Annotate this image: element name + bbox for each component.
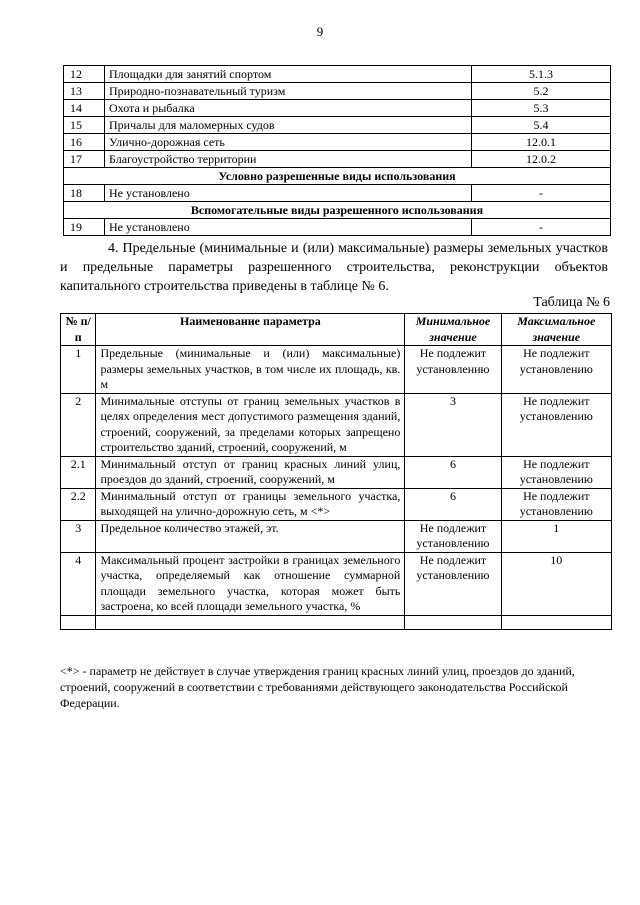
use-type: Улично-дорожная сеть xyxy=(105,134,472,151)
row-number: 16 xyxy=(64,134,105,151)
param-name: Предельное количество этажей, эт. xyxy=(96,520,405,552)
use-code: - xyxy=(472,185,611,202)
param-num: 1 xyxy=(61,346,96,394)
param-min xyxy=(405,615,501,629)
use-type: Охота и рыбалка xyxy=(105,100,472,117)
param-min: 6 xyxy=(405,488,501,520)
paragraph-text: 4. Предельные (минимальные и (или) максимальные) размеры земельных участков и предельные параметры разрешенного строительства, реконструкции объектов капитального строительства приведены в таблице № 6. xyxy=(60,241,608,294)
table-row xyxy=(64,117,611,134)
use-code: 5.3 xyxy=(472,100,611,117)
use-type: Причалы для маломерных судов xyxy=(105,117,472,134)
param-name: Предельные (минимальные и (или) максимальные) размеры земельных участков, в том числе их площадь, кв. м xyxy=(96,346,405,394)
param-num: 2 xyxy=(61,393,96,456)
param-num: 2.2 xyxy=(61,488,96,520)
row-number: 15 xyxy=(64,117,105,134)
param-max xyxy=(501,615,611,629)
use-type: Площадки для занятий спортом xyxy=(105,66,472,83)
row-number: 17 xyxy=(64,151,105,168)
use-code: - xyxy=(472,219,611,236)
use-code: 5.1.3 xyxy=(472,66,611,83)
section-header-row xyxy=(64,202,611,219)
use-code: 5.2 xyxy=(472,83,611,100)
page-number: 9 xyxy=(316,24,324,39)
param-num: 3 xyxy=(61,520,96,552)
param-max: Не подлежит установлению xyxy=(501,393,611,456)
param-min: 3 xyxy=(405,393,501,456)
param-name: Максимальный процент застройки в границах земельного участка, определяемый как отношение суммарной площади земельного участка, которая может быть застроена, ко всей площади земельного участка, % xyxy=(96,552,405,615)
footnote: <*> - параметр не действует в случае утверждения границ красных линий улиц, проездов до зданий, строений, сооружений в соответствии с требованиями действующего законодательства Российской Федерации. xyxy=(60,664,575,710)
row-number: 13 xyxy=(64,83,105,100)
header-max: Максимальное значение xyxy=(501,314,611,346)
row-number: 14 xyxy=(64,100,105,117)
use-type: Не установлено xyxy=(105,219,472,236)
table-row xyxy=(64,66,611,83)
table-row xyxy=(61,346,612,394)
row-number: 19 xyxy=(64,219,105,236)
table-row xyxy=(61,520,612,552)
use-code: 12.0.1 xyxy=(472,134,611,151)
use-type: Благоустройство территории xyxy=(105,151,472,168)
header-num: № п/п xyxy=(61,314,96,346)
conditional-uses-header: Условно разрешенные виды использования xyxy=(64,168,611,185)
table-row xyxy=(61,552,612,615)
param-min: Не подлежит установлению xyxy=(405,346,501,394)
table-row xyxy=(61,615,612,629)
land-use-table xyxy=(63,65,611,236)
table-header-row xyxy=(61,314,612,346)
table-row xyxy=(64,185,611,202)
header-name: Наименование параметра xyxy=(96,314,405,346)
table-row xyxy=(61,456,612,488)
param-num: 2.1 xyxy=(61,456,96,488)
row-number: 18 xyxy=(64,185,105,202)
body-paragraph xyxy=(60,239,608,296)
use-code: 12.0.2 xyxy=(472,151,611,168)
param-name: Минимальные отступы от границ земельных участков в целях определения мест допустимого размещения зданий, строений, сооружений, за пределами которых запрещено строительство зданий, строений, сооружений, м xyxy=(96,393,405,456)
param-min: Не подлежит установлению xyxy=(405,520,501,552)
use-type: Природно-познавательный туризм xyxy=(105,83,472,100)
table-caption: Таблица № 6 xyxy=(533,295,610,310)
table-row xyxy=(64,151,611,168)
param-num xyxy=(61,615,96,629)
table-row xyxy=(61,393,612,456)
param-min: Не подлежит установлению xyxy=(405,552,501,615)
table-row xyxy=(64,219,611,236)
param-max: Не подлежит установлению xyxy=(501,488,611,520)
table-row xyxy=(61,488,612,520)
table-row xyxy=(64,134,611,151)
param-max: Не подлежит установлению xyxy=(501,346,611,394)
param-min: 6 xyxy=(405,456,501,488)
param-name: Минимальный отступ от границы земельного участка, выходящей на улично-дорожную сеть, м <*> xyxy=(96,488,405,520)
parameters-table xyxy=(60,313,612,630)
param-max: 1 xyxy=(501,520,611,552)
auxiliary-uses-header: Вспомогательные виды разрешенного использования xyxy=(64,202,611,219)
table-row xyxy=(64,83,611,100)
param-num: 4 xyxy=(61,552,96,615)
param-name: Минимальный отступ от границ красных линий улиц, проездов до зданий, строений, сооружений, м xyxy=(96,456,405,488)
param-max: 10 xyxy=(501,552,611,615)
param-name xyxy=(96,615,405,629)
row-number: 12 xyxy=(64,66,105,83)
table-row xyxy=(64,100,611,117)
use-code: 5.4 xyxy=(472,117,611,134)
param-max: Не подлежит установлению xyxy=(501,456,611,488)
section-header-row xyxy=(64,168,611,185)
use-type: Не установлено xyxy=(105,185,472,202)
header-min: Минимальное значение xyxy=(405,314,501,346)
